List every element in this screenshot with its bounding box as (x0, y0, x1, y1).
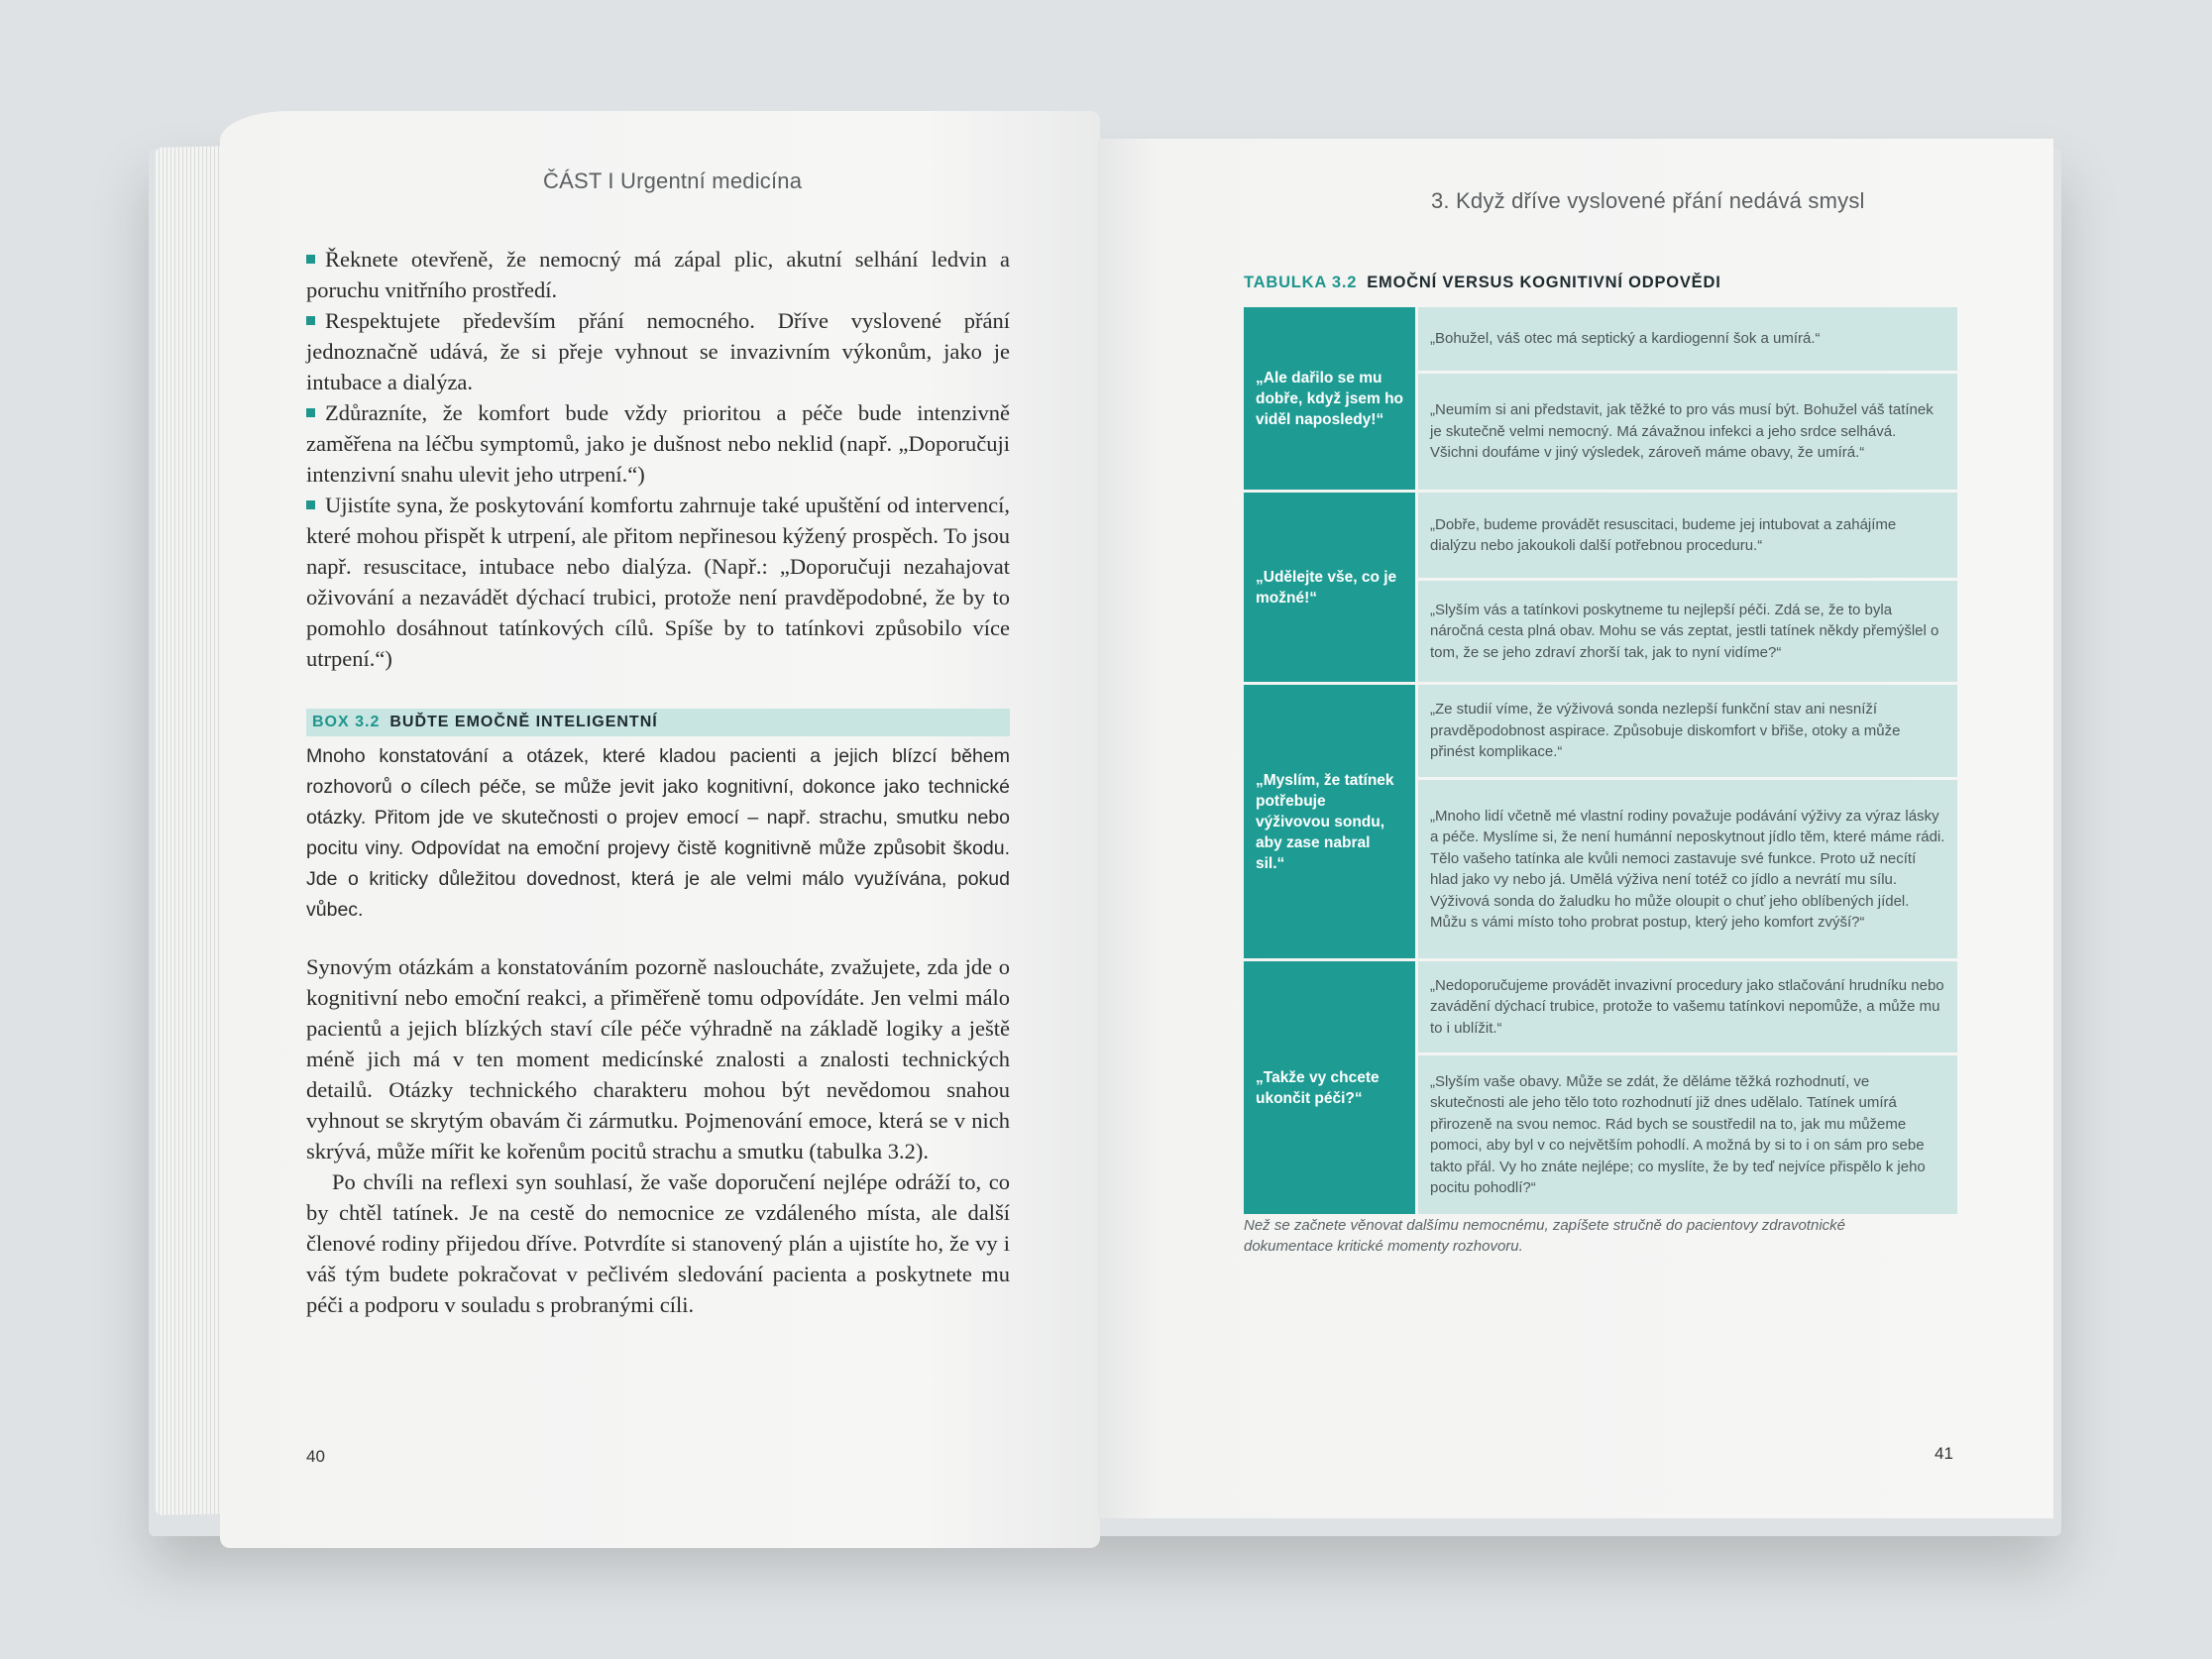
right-running-head: 3. Když dříve vyslovené přání nedává smysl (1431, 188, 1865, 213)
table-row (1244, 685, 1957, 958)
bullet-square-icon (306, 500, 315, 509)
statement-cell: „Udělejte vše, co je možné!“ (1244, 493, 1415, 682)
cognitive-response-cell: „Nedoporučujeme provádět invazivní procedury jako stlačování hrudníku nebo zavádění dýchací trubice, protože to vašemu tatínkovi nepomůže, a může mu to i ublížit.“ (1418, 961, 1957, 1052)
emotional-response-cell: „Neumím si ani představit, jak těžké to pro vás musí být. Bohužel váš tatínek je skutečně velmi nemocný. Má závažnou infekci a jeho srdce selhává. Všichni doufáme v jiný výsledek, zároveň máme obavy, že umírá.“ (1418, 374, 1957, 490)
response-table (1244, 307, 1957, 1217)
bullet-item: Řeknete otevřeně, že nemocný má zápal plic, akutní selhání ledvin a poruchu vnitřního prostředí. (306, 247, 1010, 302)
paragraph: Po chvíli na reflexi syn souhlasí, že vaše doporučení nejlépe odráží to, co by chtěl tatínek. Je na cestě do nemocnice ze vzdáleného místa, ale další členové rodiny přijedou dříve. Potvrdíte si stanovený plán a ujistíte ho, že vy i váš tým budete pokračovat v pečlivém sledování pacienta a poskytnete mu péči a podporu v souladu s probranými cíli. (306, 1169, 1010, 1317)
box-number: BOX 3.2 (312, 714, 381, 730)
bullet-list (306, 244, 1010, 674)
box-text: Mnoho konstatování a otázek, které kladou pacienti a jejich blízcí během rozhovorů o cílech péče, se může jevit jako kognitivní, dokonce jako technické otázky. Přitom jde ve skutečnosti o projev emocí – např. strachu, smutku nebo pocitu viny. Odpovídat na emoční projevy čistě kognitivně může způsobit škodu. Jde o kriticky důležitou dovednost, která je ale velmi málo využívána, pokud vůbec. (306, 745, 1010, 921)
statement-cell: „Ale dařilo se mu dobře, když jsem ho viděl naposledy!“ (1244, 307, 1415, 490)
cognitive-response-cell: „Bohužel, váš otec má septický a kardiogenní šok a umírá.“ (1418, 307, 1957, 371)
bullet-square-icon (306, 255, 315, 264)
box-heading (306, 709, 1010, 736)
right-page-number: 41 (1935, 1444, 1953, 1463)
statement-cell: „Myslím, že tatínek potřebuje výživovou sondu, aby zase nabral sil.“ (1244, 685, 1415, 958)
left-page-number: 40 (306, 1447, 325, 1466)
left-running-head: ČÁST I Urgentní medicína (543, 168, 803, 193)
cognitive-response-cell: „Ze studií víme, že výživová sonda nezlepší funkční stav ani nesníží pravděpodobnost aspirace. Způsobuje diskomfort v břiše, otoky a může přinést komplikace.“ (1418, 685, 1957, 777)
table-title: EMOČNÍ VERSUS KOGNITIVNÍ ODPOVĚDI (1367, 274, 1721, 291)
box-title: BUĎTE EMOČNĚ INTELIGENTNÍ (389, 714, 658, 730)
bullet-item: Zdůrazníte, že komfort bude vždy prioritou a péče bude intenzivně zaměřena na léčbu symptomů, jako je dušnost nebo neklid (např. „Doporučuji intenzivní snahu ulevit jeho utrpení.“) (306, 400, 1010, 487)
cognitive-response-cell: „Dobře, budeme provádět resuscitaci, budeme jej intubovat a zahájíme dialýzu nebo jakoukoli další potřebnou proceduru.“ (1418, 493, 1957, 578)
table-footnote: Než se začnete věnovat dalšímu nemocnému, zapíšete stručně do pacientovy zdravotnické dokumentace kritické momenty rozhovoru. (1244, 1217, 1845, 1255)
statement-cell: „Takže vy chcete ukončit péči?“ (1244, 961, 1415, 1214)
table-number: TABULKA 3.2 (1244, 274, 1358, 291)
paragraph: Synovým otázkám a konstatováním pozorně nasloucháte, zvažujete, zda jde o kognitivní nebo emoční reakci, a přiměřeně tomu odpovídáte. Jen velmi málo pacientů a jejich blízkých staví cíle péče výhradně na základě logiky a ještě méně jich má v ten moment medicínské znalosti a znalosti technických detailů. Otázky technického charakteru mohou být nevědomou snahou vyhnout se skrytým obavám či zármutku. Pojmenování emoce, která se v nich skrývá, může mířit ke kořenům pocitů strachu a smutku (tabulka 3.2). (306, 954, 1010, 1163)
table-heading (1244, 274, 1721, 292)
bullet-square-icon (306, 316, 315, 325)
table-row (1244, 961, 1957, 1214)
bullet-square-icon (306, 408, 315, 417)
bullet-item: Ujistíte syna, že poskytování komfortu zahrnuje také upuštění od intervencí, které mohou přispět k utrpení, ale přitom nepřinesou kýžený prospěch. To jsou např. resuscitace, intubace nebo dialýza. (Např.: „Doporučuji nezahajovat oživování a nezavádět dýchací trubici, protože není pravděpodobné, že by to pomohlo dosáhnout tatínkových cílů. Spíše by to tatínkovi způsobilo více utrpení.“) (306, 493, 1010, 671)
emotional-response-cell: „Slyším vás a tatínkovi poskytneme tu nejlepší péči. Zdá se, že to byla náročná cesta plná obav. Mohu se vás zeptat, jestli tatínek někdy přemýšlel o tom, že se jeho zdraví zhorší tak, jak to nyní vidíme?“ (1418, 581, 1957, 682)
table-row (1244, 493, 1957, 682)
emotional-response-cell: „Mnoho lidí včetně mé vlastní rodiny považuje podávání výživy za výraz lásky a péče. Myslíme si, že není humánní neposkytnout jídlo těm, které máme rádi. Tělo vašeho tatínka ale kvůli nemoci zastavuje své funkce. Proto už necítí hlad jako vy nebo já. Umělá výživa není totéž co jídlo a nevrátí mu sílu. Výživová sonda do žaludku ho může oloupit o chuť jeho oblíbených jídel. Můžu s vámi místo toho probrat postup, který jeho komfort zvýší?“ (1418, 780, 1957, 958)
table-row (1244, 307, 1957, 490)
body-text (306, 951, 1010, 1320)
bullet-item: Respektujete především přání nemocného. Dříve vyslovené přání jednoznačně udává, že si přeje vyhnout se invazivním výkonům, jako je intubace a dialýza. (306, 308, 1010, 394)
emotional-response-cell: „Slyším vaše obavy. Může se zdát, že děláme těžká rozhodnutí, ve skutečnosti ale jeho tělo toto rozhodnutí již dnes udělalo. Tatínek umírá přirozeně na svou nemoc. Rád bych se soustředil na to, jak mu můžeme pomoci, aby byl v co největším pohodlí. A možná by si to i on sám pro sebe takto přál. Vy ho znáte nejlépe; co myslíte, že by teď nejvíce přispělo k jeho pocitu pohodlí?“ (1418, 1055, 1957, 1214)
